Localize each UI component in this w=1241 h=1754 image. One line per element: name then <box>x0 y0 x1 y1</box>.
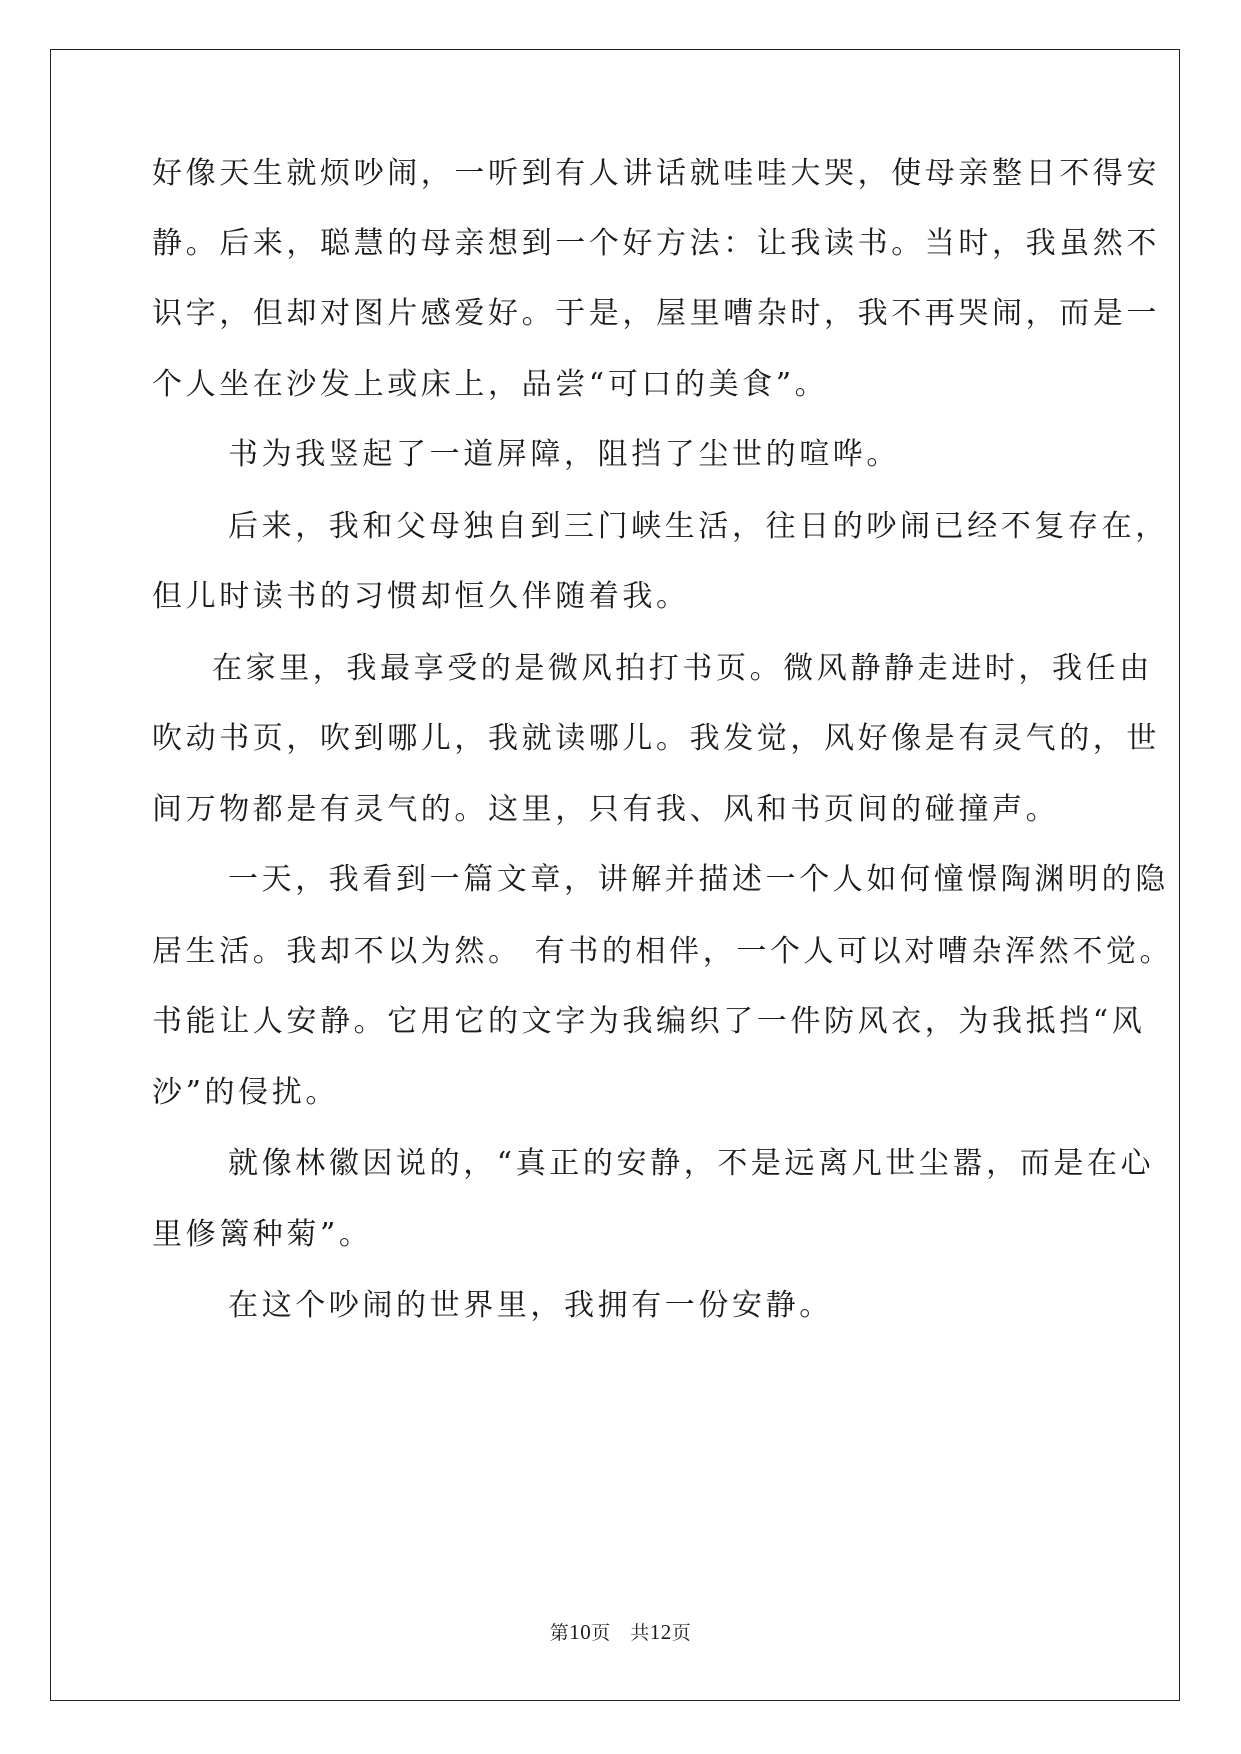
text-line: 间万物都是有灵气的。这里，只有我、风和书页间的碰撞声。 <box>152 792 1060 827</box>
footer-middle: 页 共 <box>591 1622 650 1644</box>
text-line: 好像天生就烦吵闹，一听到有人讲话就哇哇大哭，使母亲整日不得安 <box>152 156 1160 191</box>
total-page-number: 12 <box>649 1620 672 1644</box>
current-page-number: 10 <box>569 1620 592 1644</box>
paragraph-line: 就像林徽因说的，“真正的安静，不是远离凡世尘嚣，而是在心 <box>228 1146 1155 1181</box>
paragraph-line: 书为我竖起了一道屏障，阻挡了尘世的喧哗。 <box>228 437 900 472</box>
paragraph-line: 后来，我和父母独自到三门峡生活，往日的吵闹已经不复存在， <box>228 509 1169 544</box>
paragraph-line: 在家里，我最享受的是微风拍打书页。微风静静走进时，我任由 <box>212 651 1153 686</box>
text-line: 居生活。我却不以为然。 有书的相伴，一个人可以对嘈杂浑然不觉。 <box>152 934 1174 969</box>
text-line: 里修篱种菊”。 <box>152 1217 373 1252</box>
text-line: 书能让人安静。它用它的文字为我编织了一件防风衣，为我抵挡“风 <box>152 1004 1146 1039</box>
footer-suffix: 页 <box>671 1622 692 1644</box>
paragraph-line: 在这个吵闹的世界里，我拥有一份安静。 <box>228 1288 833 1323</box>
text-line: 沙”的侵扰。 <box>152 1075 339 1110</box>
paragraph-line: 一天，我看到一篇文章，讲解并描述一个人如何憧憬陶渊明的隐 <box>228 862 1169 897</box>
text-line: 吹动书页，吹到哪儿，我就读哪儿。我发觉，风好像是有灵气的，世 <box>152 721 1160 756</box>
text-line: 个人坐在沙发上或床上，品尝“可口的美食”。 <box>152 367 829 402</box>
text-line: 识字，但却对图片感爱好。于是，屋里嘈杂时，我不再哭闹，而是一 <box>152 296 1160 331</box>
page-footer <box>0 1620 1241 1645</box>
text-line: 但儿时读书的习惯却恒久伴随着我。 <box>152 579 690 614</box>
footer-prefix: 第 <box>549 1622 570 1644</box>
text-line: 静。后来，聪慧的母亲想到一个好方法：让我读书。当时，我虽然不 <box>152 226 1160 261</box>
